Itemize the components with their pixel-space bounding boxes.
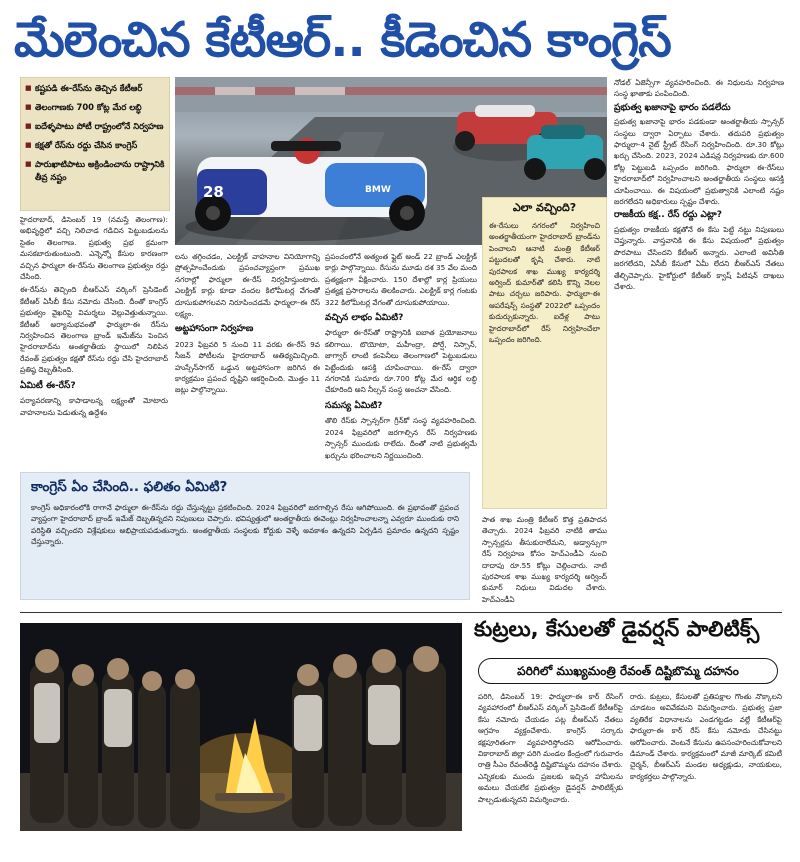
inset-title: ఎలా వచ్చింది?	[512, 201, 577, 214]
section-subhead: ప్రభుత్వ ఖజానాపై భారం పడలేదు	[614, 102, 731, 113]
protest-photo	[20, 623, 462, 831]
highlight-item: ■ కష్టపడి ఈ-రేస్‌ను తెచ్చిన కేటీఆర్	[35, 82, 165, 95]
story2-headline: కుట్రలు, కేసులతో డైవర్షన్ పాలిటిక్స్	[474, 617, 760, 641]
article-column-1	[20, 214, 168, 466]
article-paragraph: ప్రభుత్వం రాజకీయ కక్షతోనే ఈ కేసు పెట్టి నట్టు నిపుణులు చెప్తున్నారు. వాస్తవానికి ఈ కేసు విషయంలో ప్రభుత్వం పొరపాటు చేసిందని కేటీఆర్ అన్నారు. ఎలాంటి అవినీతి జరగలేదని, ఏసీబీ కేసులో ఏమీ లేదని బీఆర్‌ఎస్ నేతలు తేల్చిచెప్పారు. హైకోర్టులో కేటీఆర్ క్వాష్ పిటిషన్ దాఖలు చేశారు.	[614, 224, 784, 291]
article-paragraph: ఈ-రేస్‌ను తెచ్చింది బీఆర్‌ఎస్ వర్కింగ్ ప్రెసిడెంట్ కేటీఆర్ ఏసీబీ కేసు నమోదు చేసింది. దీంతో కాంగ్రెస్ ప్రభుత్వం వైఖరిపై విమర్శలు వెల్లువెత్తుతున్నాయి. కేటీఆర్ అర్యానుభవంతో ఫార్ములా-ఈ రేస్‌ను నిర్వహించిన తెలంగాణ బ్రాండ్ ఇమేజ్‌ను పెంచిన హైదరాబాద్‌ను అంతర్జాతీయ స్థాయిలో నిలిపిన రేవంత్ ప్రభుత్వం కక్షతో రేస్‌ను రద్దు చేసి హైదరాబాద్ ప్రతిష్ఠ దెబ్బతీసింది.	[20, 285, 168, 375]
section-subhead: ఏమిటీ ఈ-రేస్?	[20, 380, 76, 391]
highlight-item: ■ పారుఖాటిపాటు అక్రిండించాను రాష్ట్రానికి తీవ్ర నష్టం	[35, 158, 165, 184]
car-sponsor: BMW	[365, 185, 391, 195]
story2-column-1	[478, 691, 623, 831]
article-column-4	[614, 77, 784, 605]
article-column-2	[175, 251, 320, 466]
article-paragraph: ప్రభుత్వ ఖజానాపై భారం పడకుండా అంతర్జాతీయ స్పాన్సర్ సంస్థలు ద్వారా ఏర్పాటు చేశారు. తదుపరి ప్రభుత్వం ఫార్ములా-4 నైట్ స్ట్రీట్ రేసింగ్ నిర్వహించింది. రూ.30 కోట్లు ఖర్చు చేసింది. 2023, 2024 ఎడిషన్ల నిర్వహణకు రూ.600 కోట్ల పెట్టుబడి ఒప్పందం జరిగింది. ఫార్ములా ఈ-రేస్‌లు హైదరాబాద్‌లో నిర్వహించాలని అంతర్జాతీయ సంస్థలు ఆసక్తి చూపించాయి. ఈ విషయంలో ప్రభుత్వానికి ఎలాంటి నష్టం జరగలేదని అధికారులు స్పష్టం చేశారు.	[614, 117, 784, 207]
article-paragraph: 2023 ఫిబ్రవరి 5 నుంచి 11 వరకు ఈ-రేస్ 9వ సీజన్ పోటీలను హైదరాబాద్ ఆతిథ్యమిచ్చింది. హుస్సేన్‌సాగర్ ఒడ్డున అట్టహాసంగా జరిగిన ఈ కార్యక్రమం ప్రపంచ దృష్టిని ఆకర్షించింది. మొత్తం 11 జట్లు పాల్గొన్నాయి.	[175, 339, 320, 395]
section-subhead: అట్టహాసంగా నిర్వహణ	[175, 324, 254, 335]
inset-box	[482, 197, 607, 509]
section-subhead: రాజకీయ కక్ష.. రేస్ రద్దు ఎట్లా?	[614, 210, 722, 221]
analysis-box-title: కాంగ్రెస్ ఏం చేసింది.. ఫలితం ఏమిటి?	[31, 479, 228, 495]
effigy-burning-illustration	[20, 623, 462, 831]
article-paragraph: నోడల్ ఏజెన్సీగా వ్యవహరించింది. ఈ నిధులను నిర్వహణ సంస్థ ఖాతాకు పంపించింది.	[614, 78, 784, 99]
story2-column-2	[630, 691, 782, 831]
highlight-item: ■ కక్షతో రేస్‌ను రద్దు చేసిన కాంగ్రెస్	[35, 139, 165, 152]
main-headline: మేలెంచిన కేటీఆర్.. కీడెంచిన కాంగ్రెస్	[14, 12, 671, 68]
article-paragraph: పర్యావరణాన్ని కాపాడాలన్న లక్ష్యంతో మోటారు వాహనాలను పెడుతున్న ఉద్దేశం	[20, 396, 168, 417]
article-paragraph: పాత శాఖ మంత్రి కేటీఆర్ కొత్త ప్రతిపాదన తెచ్చారు. 2024 ఫిబ్రవరి నాటికి తాము స్పాన్సర్లను తీసుకురాలేమని, అడ్వాన్సుగా రేస్ నిర్వహణ కోసం హెచ్‌ఎండీఏ నుంచి దాదాపు రూ.55 కోట్లు చెల్లించారు. నాటి పురపాలక శాఖ ముఖ్య కార్యదర్శి అర్వింద్ కుమార్ నిధులు విడుదల చేశారు. హెచ్‌ఎండీఏ	[482, 515, 607, 604]
story2-subhead: పరిగిలో ముఖ్యమంత్రి రేవంత్ దిష్టిబొమ్మ దహనం	[478, 658, 778, 684]
inset-body: ఈ-రేసులు నగరంలో నిర్వహించి అంతర్జాతీయంగా హైదరాబాద్ బ్రాండ్‌ను పెంచాలని ఆనాటి మంత్రి కేటీఆర్ పట్టుదలతో కృషి చేశారు. నాటి పురపాలక శాఖ ముఖ్య కార్యదర్శి అర్వింద్ కుమార్‌తో కలిసి కొన్ని నెలల పాటు చర్చలు జరిపారు. ఫార్ములా-ఈ ఆపరేషన్స్ సంస్థతో 2022లో ఒప్పందం కుదుర్చుకున్నారు. ఐదేళ్ల పాటు హైదరాబాద్‌లో రేస్ నిర్వహించేలా ఒప్పందం జరిగింది.	[489, 221, 600, 345]
section-subhead: వచ్చిన లాభం ఏమిటి?	[325, 313, 404, 324]
article-paragraph: ప్రపంచంలోనే అత్యంత ఫ్లైట్ అండ్ 22 బ్రాండ్ ఎలక్ట్రిక్ కార్లు పాల్గొన్నాయి. రేసును మూడు దశ 35 వేల మంది ప్రత్యక్షంగా వీక్షించారు. 150 దేశాల్లో కార్ల ప్రియులు ప్రత్యక్ష ప్రసారాలను తిలకించారు. ఎలక్ట్రిక్ కార్ల గంటకు 322 కిలోమీటర్ల వేగంతో దూసుకుపోయాయి.	[325, 252, 477, 307]
article-paragraph: రారు. కుట్రలు, కేసులతో ప్రతిపక్షాల గొంతు నొక్కాలని చూడటం అవివేకమని విమర్శించారు. ప్రభుత్వ ప్రజా వ్యతిరేక విధానాలను ఎండగట్టడం వల్లే కేటీఆర్‌పై ఫార్ములా-ఈ కార్ రేస్ కేసు నమోదు చేసినట్టు ఆరోపించారు. వెంటనే కేసును ఉపసంహరించుకోవాలని డిమాండ్ చేశారు. కార్యక్రమంలో మాజీ మార్కెట్ కమిటీ చైర్మన్, బీఆర్‌ఎస్ మండల అధ్యక్షుడు, నాయకులు, కార్యకర్తలు పాల్గొన్నారు.	[630, 692, 782, 781]
car-number: 28	[203, 183, 224, 201]
article-paragraph: పరిగి, డిసెంబర్ 19: ఫార్ములా-ఈ కార్ రేసింగ్ వ్యవహారంలో బీఆర్‌ఎస్ వర్కింగ్ ప్రెసిడెంట్ కేటీఆర్‌పై కేసు నమోదు చేయడం పట్ల బీఆర్‌ఎస్ నేతలు ఆగ్రహం వ్యక్తంచేశారు. కాంగ్రెస్ సర్కారు కక్షపూరితంగా వ్యవహరిస్తోందని ఆరోపించారు. వికారాబాద్ జిల్లా పరిగి మండల కేంద్రంలో గురువారం రాత్రి సీఎం రేవంత్‌రెడ్డి దిష్టిబొమ్మను దహనం చేశారు. ఎన్నికలకు ముందు ప్రజలకు ఇచ్చిన హామీలను అమలు చేయలేక ప్రభుత్వం డైవర్షన్ పాలిటిక్స్‌కు పాల్పడుతున్నదని విమర్శించారు.	[478, 692, 623, 804]
highlight-item: ■ ఐదేళ్ళపాటు పోటీ రాష్ట్రంలోనే నిర్వహణ	[35, 120, 165, 133]
analysis-box-body: కాంగ్రెస్ అధికారంలోకి రాగానే ఫార్ములా ఈ-రేస్‌ను రద్దు చేస్తున్నట్టు ప్రకటించింది. 2024 ఫిబ్రవరిలో జరగాల్సిన రేసు ఆగిపోయింది. ఈ ప్రభావంతో ప్రపంచ వ్యాప్తంగా హైదరాబాద్ బ్రాండ్ ఇమేజ్ దెబ్బతిన్నదని నిపుణులు చెప్పారు. భవిష్యత్తులో అంతర్జాతీయ ఈవెంట్లు నిర్వహించాలన్నా ఎవ్వరూ ముందుకు రాని పరిస్థితి వచ్చిందని విశ్లేషకులు అభిప్రాయపడుతున్నారు. అంతర్జాతీయ సంస్థలకు కోర్టుకు వెళ్ళే అవకాశం ఉన్నదని ఏర్పడిన ప్రమాదం ఉన్నదని స్పష్టం చేస్తున్నారు.	[31, 503, 459, 547]
analysis-box	[20, 472, 470, 600]
article-dateline: హైదరాబాద్, డిసెంబర్ 19 (నమస్తే తెలంగాణ): అభివృద్ధిలో వచ్చి నిలిచాడ గడిచిన పెట్టుబడులను సైతం తెలంగాణ. ప్రభుత్వ ప్రభ క్రమంగా మసకబారుతుంటుంది. ఎన్నెన్నో కేసుల కారణంగా వచ్చిన ఫార్ములా ఈ-రేస్‌ను తెలంగాణ ప్రభుత్వం రద్దు చేసింది.	[20, 215, 168, 282]
highlight-item: ■ తెలంగాణకు 700 కోట్ల మేర లబ్ధి	[35, 101, 165, 114]
highlights-box	[20, 77, 170, 211]
section-divider	[20, 612, 782, 613]
article-column-5	[482, 514, 607, 606]
article-paragraph: తొలి రేస్‌కు స్పాన్సర్‌గా గ్రీన్‌కో సంస్థ వ్యవహరించింది. 2024 ఫిబ్రవరిలో జరగాల్సిన రేస్ నిర్వహణకు స్పాన్సర్ ముందుకు రాలేదు. దీంతో నాటి ప్రభుత్వమే ఖర్చును భరించాలని నిర్ణయించింది.	[325, 416, 477, 460]
article-paragraph: ఫార్ములా ఈ-రేస్‌తో రాష్ట్రానికి ఐబాత ప్రయోజనాలు కలిగాయి. టొయోటా, మహీంద్రా, పోర్షే, నిస్సాన్, జాగ్వార్ లాంటి కంపెనీలు తెలంగాణలో పెట్టుబడులు పెట్టేందుకు ఆసక్తి చూపించాయి. ఈ-రేస్ ద్వారా నగరానికి సుమారు రూ.700 కోట్ల మేర ఆర్థిక లబ్ధి చేకూరింది అని నీల్సన్ సంస్థ అంచనా వేసింది.	[325, 328, 477, 395]
section-subhead: సమస్య ఏమిటి?	[325, 400, 383, 411]
article-paragraph: లను తగ్గించడం, ఎలక్ట్రిక్ వాహనాల వినియోగాన్ని ప్రోత్సహించేందుకు ప్రపంచవ్యాప్తంగా ప్రముఖ నగరాల్లో ఫార్ములా ఈ-రేస్ నిర్వహిస్తుంటారు. ఎలక్ట్రిక్ కార్లు కూడా వందల కిలోమీటర్ల వేగంతో దూసుకుపోగలవని నిరూపించడమే ఫార్ములా-ఈ రేస్ లక్ష్యం.	[175, 252, 320, 319]
